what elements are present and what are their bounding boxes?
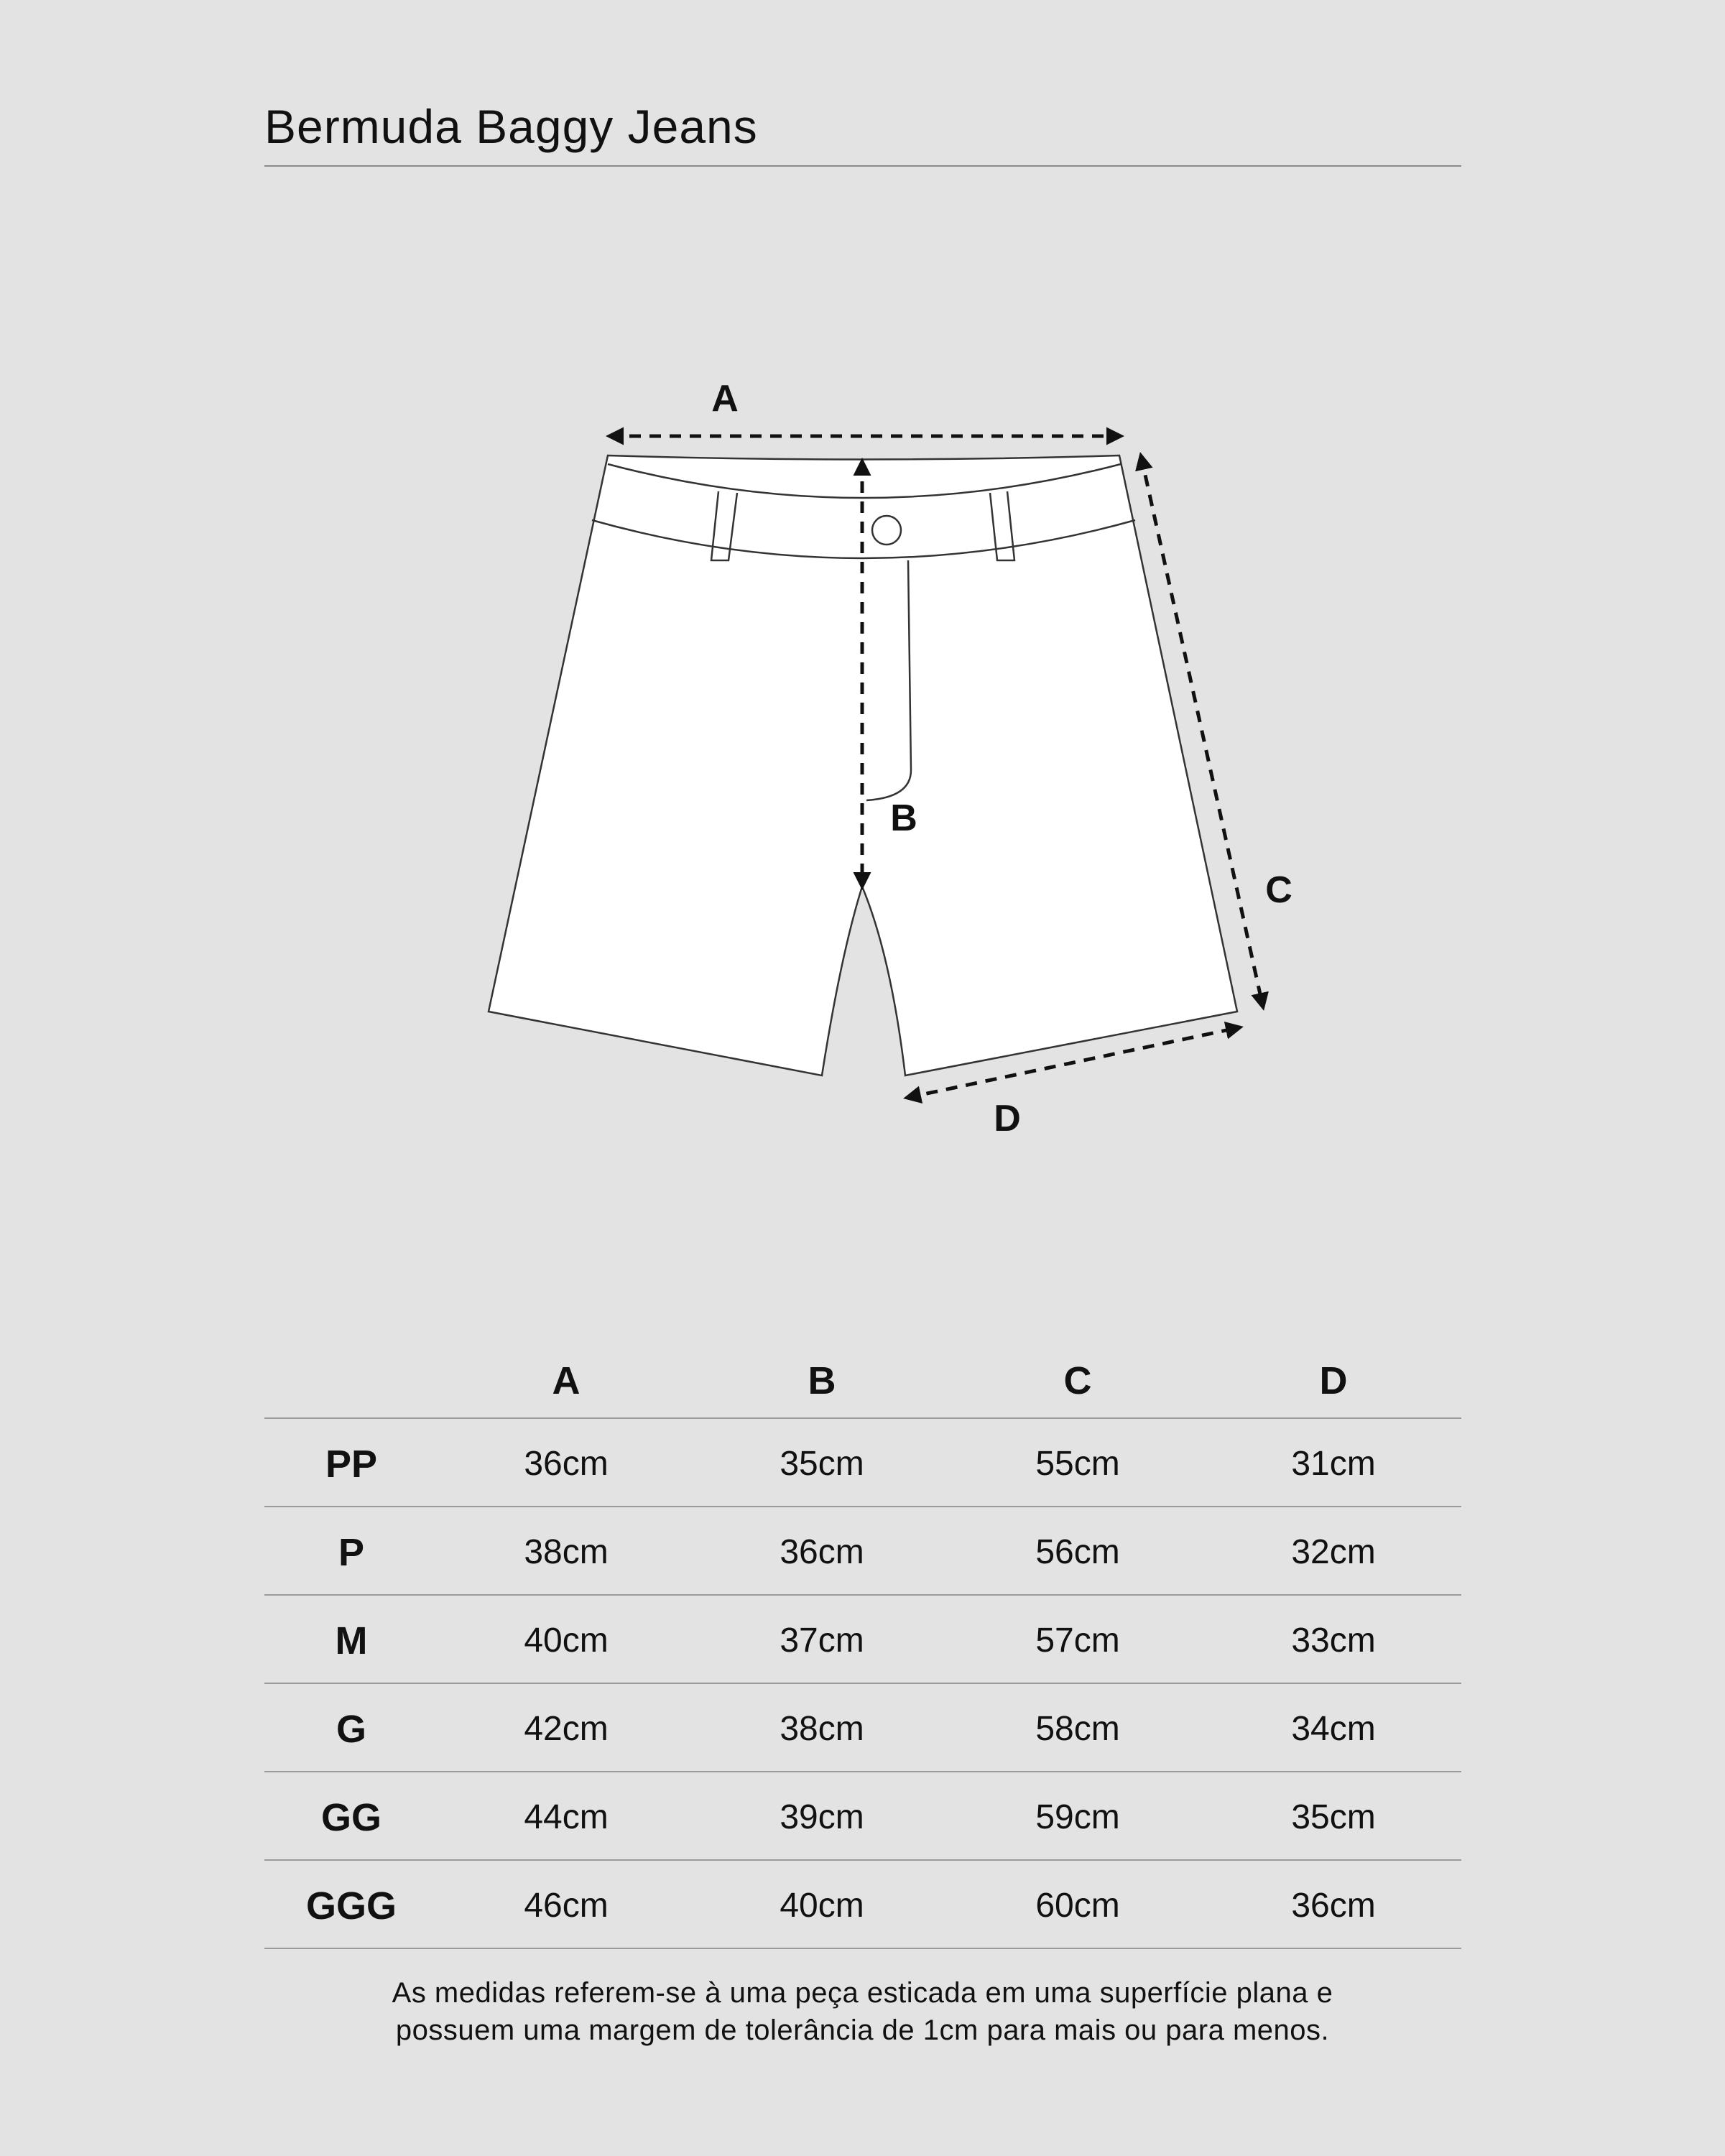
table-header-row <box>264 1343 1461 1418</box>
cell-c: 60cm <box>950 1860 1206 1948</box>
table-row <box>264 1683 1461 1772</box>
cell-a: 44cm <box>438 1772 694 1860</box>
cell-d: 34cm <box>1206 1683 1461 1772</box>
cell-b: 37cm <box>694 1595 950 1683</box>
cell-d: 33cm <box>1206 1595 1461 1683</box>
header-size <box>264 1343 438 1418</box>
table-row <box>264 1772 1461 1860</box>
dimension-a-label: A <box>711 378 739 420</box>
table-row <box>264 1595 1461 1683</box>
cell-c: 59cm <box>950 1772 1206 1860</box>
cell-c: 56cm <box>950 1507 1206 1595</box>
measurement-note <box>0 1974 1725 2049</box>
cell-a: 42cm <box>438 1683 694 1772</box>
size-label: PP <box>264 1418 438 1507</box>
cell-b: 40cm <box>694 1860 950 1948</box>
note-line-2: possuem uma margem de tolerância de 1cm para mais ou para menos. <box>395 2014 1330 2046</box>
cell-b: 36cm <box>694 1507 950 1595</box>
header-c: C <box>950 1343 1206 1418</box>
dimension-b-label: B <box>890 797 917 839</box>
cell-d: 31cm <box>1206 1418 1461 1507</box>
dimension-d-label: D <box>994 1098 1021 1139</box>
cell-d: 35cm <box>1206 1772 1461 1860</box>
table-row <box>264 1507 1461 1595</box>
cell-c: 55cm <box>950 1418 1206 1507</box>
header-a: A <box>438 1343 694 1418</box>
cell-d: 36cm <box>1206 1860 1461 1948</box>
size-label: GGG <box>264 1860 438 1948</box>
size-label: G <box>264 1683 438 1772</box>
size-label: GG <box>264 1772 438 1860</box>
header-b: B <box>694 1343 950 1418</box>
table-row <box>264 1418 1461 1507</box>
dimension-c-label: C <box>1265 869 1292 911</box>
size-label: P <box>264 1507 438 1595</box>
button-icon <box>872 516 901 545</box>
cell-b: 38cm <box>694 1683 950 1772</box>
cell-c: 58cm <box>950 1683 1206 1772</box>
page-title: Bermuda Baggy Jeans <box>264 100 758 153</box>
cell-a: 36cm <box>438 1418 694 1507</box>
cell-a: 40cm <box>438 1595 694 1683</box>
cell-c: 57cm <box>950 1595 1206 1683</box>
cell-a: 38cm <box>438 1507 694 1595</box>
cell-a: 46cm <box>438 1860 694 1948</box>
cell-b: 35cm <box>694 1418 950 1507</box>
size-label: M <box>264 1595 438 1683</box>
size-table <box>264 1343 1461 1949</box>
cell-d: 32cm <box>1206 1507 1461 1595</box>
header-d: D <box>1206 1343 1461 1418</box>
table-row <box>264 1860 1461 1948</box>
note-line-1: As medidas referem-se à uma peça esticada em uma superfície plana e <box>392 1977 1333 2009</box>
cell-b: 39cm <box>694 1772 950 1860</box>
